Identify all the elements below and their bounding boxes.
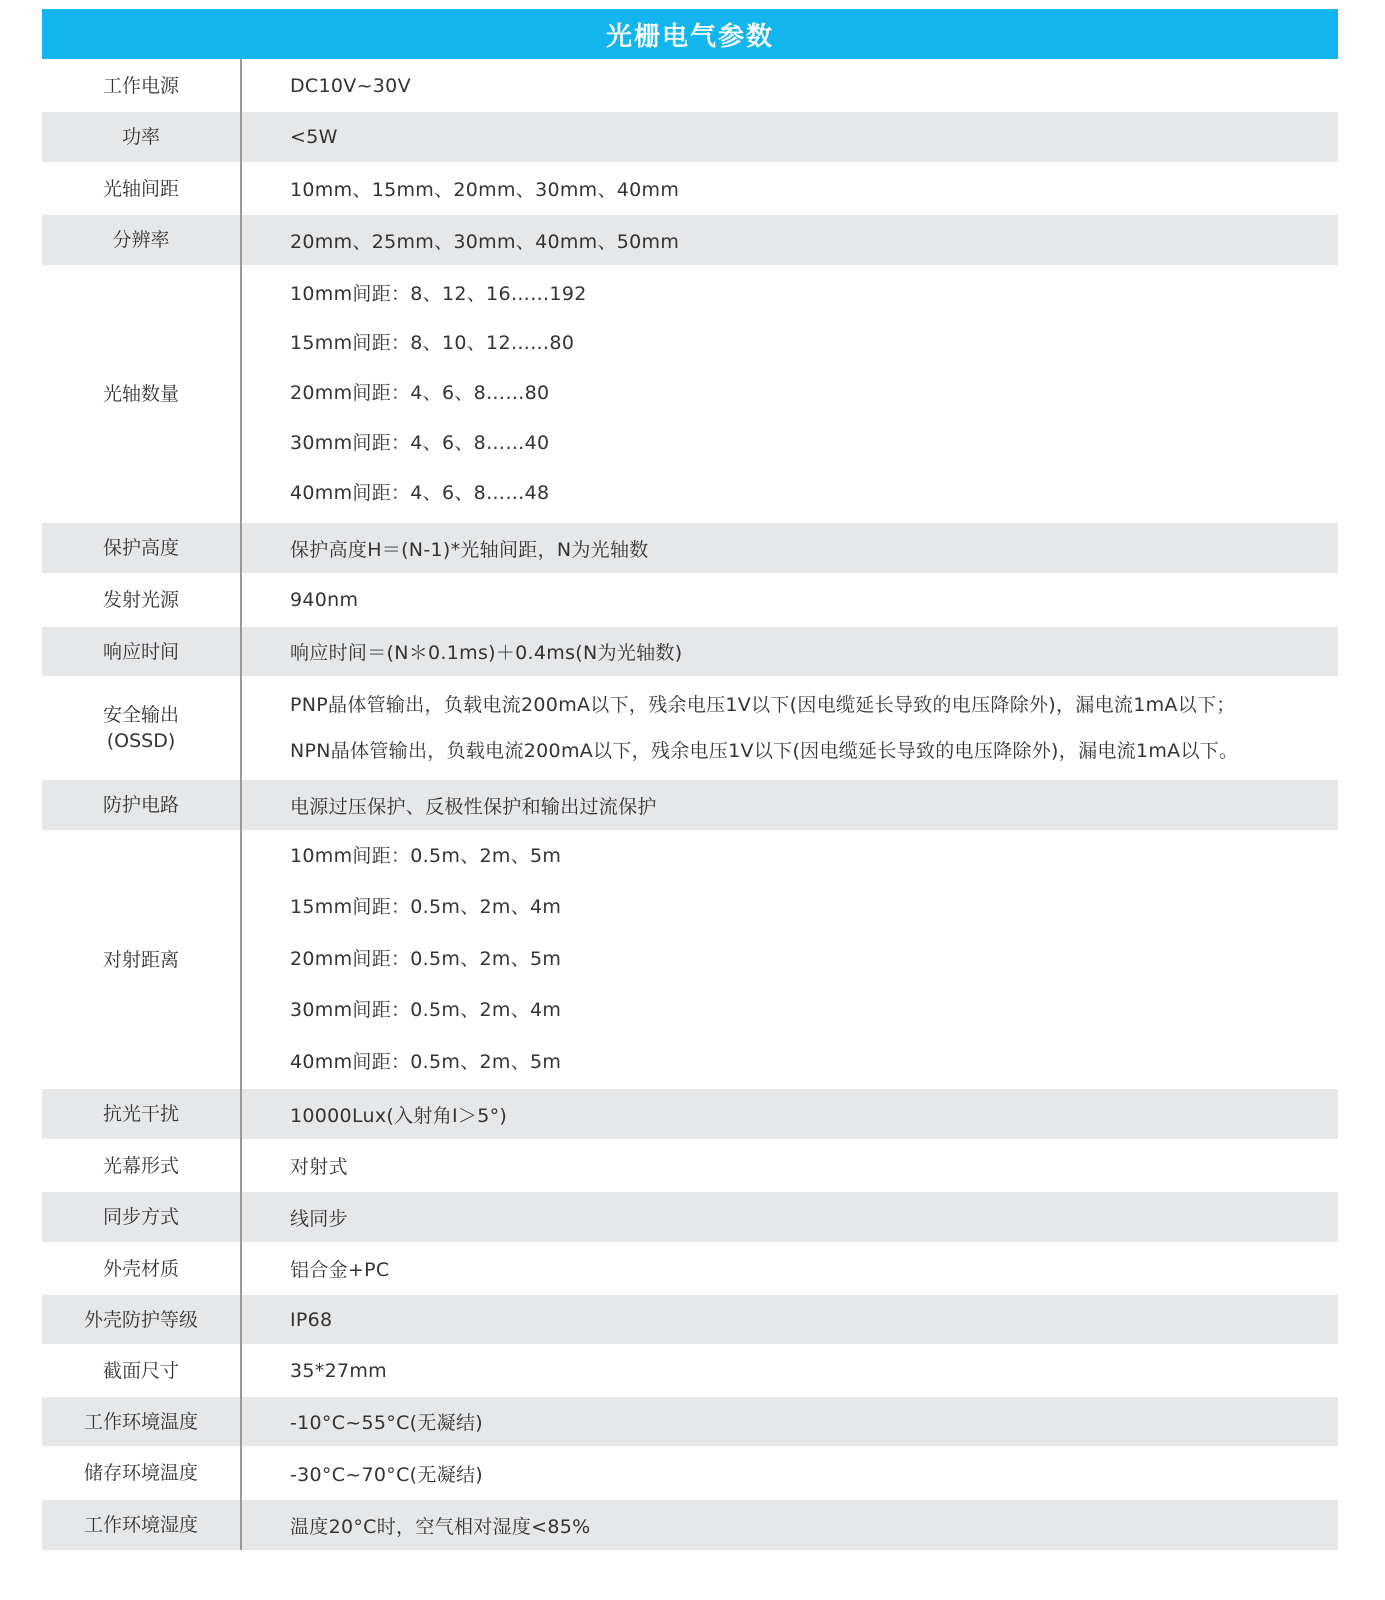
row-value-line: 40mm间距：4、6、8……48	[290, 481, 550, 504]
row-value-line: 20mm间距：4、6、8……80	[290, 382, 550, 405]
table-row	[42, 1397, 1338, 1446]
table-row	[42, 780, 1338, 830]
row-value-line: 温度20°C时，空气相对湿度<85%	[290, 1515, 591, 1538]
row-values	[242, 523, 1338, 573]
row-value-line: 20mm间距：0.5m、2m、5m	[290, 947, 562, 970]
row-values	[242, 1295, 1338, 1344]
row-values	[242, 676, 1338, 780]
table-row	[42, 112, 1338, 162]
table-row	[42, 627, 1338, 676]
row-label: 保护高度	[42, 523, 242, 573]
row-value-line: PNP晶体管输出，负载电流200mA以下，残余电压1V以下(因电缆延长导致的电压降除外)，漏电流1mA以下；	[290, 694, 1236, 716]
row-values	[242, 1397, 1338, 1446]
row-label: 光轴数量	[42, 265, 242, 523]
row-value-line: 40mm间距：0.5m、2m、5m	[290, 1050, 562, 1073]
table-row	[42, 1242, 1338, 1295]
row-value-line: -30°C~70°C(无凝结)	[290, 1463, 483, 1486]
row-value-line: 940nm	[290, 589, 359, 611]
row-label: 光幕形式	[42, 1139, 242, 1192]
row-label: 工作环境温度	[42, 1397, 242, 1446]
row-value-line: NPN晶体管输出，负载电流200mA以下，残余电压1V以下(因电缆延长导致的电压降除外)，漏电流1mA以下。	[290, 740, 1239, 762]
spec-table	[42, 9, 1338, 1550]
row-value-line: DC10V~30V	[290, 74, 411, 97]
table-row	[42, 1500, 1338, 1550]
row-label: 外壳防护等级	[42, 1295, 242, 1344]
row-value-line: 对射式	[290, 1156, 348, 1178]
table-row	[42, 265, 1338, 523]
table-row	[42, 573, 1338, 627]
row-value-line: 10mm、15mm、20mm、30mm、40mm	[290, 179, 680, 201]
table-row	[42, 1192, 1338, 1242]
row-value-line: 10000Lux(入射角I＞5°)	[290, 1104, 508, 1127]
table-row	[42, 1139, 1338, 1192]
row-label: 外壳材质	[42, 1242, 242, 1295]
row-label: 同步方式	[42, 1192, 242, 1242]
row-value-line: 30mm间距：4、6、8……40	[290, 431, 550, 454]
row-label: 截面尺寸	[42, 1344, 242, 1397]
table-row	[42, 830, 1338, 1089]
row-label: 工作环境湿度	[42, 1500, 242, 1550]
row-values	[242, 265, 1338, 523]
row-label: 工作电源	[42, 59, 242, 112]
spec-rows	[42, 59, 1338, 1550]
table-row	[42, 1089, 1338, 1139]
row-label: 对射距离	[42, 830, 242, 1089]
row-values	[242, 1344, 1338, 1397]
row-label: 储存环境温度	[42, 1446, 242, 1500]
row-value-line: 10mm间距：0.5m、2m、5m	[290, 844, 562, 867]
row-value-line: 35*27mm	[290, 1359, 387, 1382]
row-values	[242, 1139, 1338, 1192]
table-row	[42, 1446, 1338, 1500]
row-values	[242, 780, 1338, 830]
row-label: 安全输出 (OSSD)	[42, 676, 242, 780]
table-title: 光栅电气参数	[42, 9, 1338, 59]
row-value-line: 20mm、25mm、30mm、40mm、50mm	[290, 230, 680, 253]
row-label: 抗光干扰	[42, 1089, 242, 1139]
row-values	[242, 1500, 1338, 1550]
table-row	[42, 1344, 1338, 1397]
table-row	[42, 215, 1338, 265]
row-values	[242, 215, 1338, 265]
row-values	[242, 1446, 1338, 1500]
row-values	[242, 627, 1338, 676]
row-value-line: IP68	[290, 1308, 333, 1331]
row-value-line: 保护高度H＝(N-1)*光轴间距，N为光轴数	[290, 538, 649, 561]
table-row	[42, 162, 1338, 215]
row-value-line: 10mm间距：8、12、16……192	[290, 282, 587, 305]
table-row	[42, 523, 1338, 573]
row-values	[242, 830, 1338, 1089]
row-values	[242, 112, 1338, 162]
row-value-line: -10°C~55°C(无凝结)	[290, 1412, 483, 1434]
row-values	[242, 162, 1338, 215]
row-value-line: 线同步	[290, 1207, 348, 1230]
row-values	[242, 573, 1338, 627]
table-row	[42, 676, 1338, 780]
row-label: 光轴间距	[42, 162, 242, 215]
row-label: 发射光源	[42, 573, 242, 627]
row-value-line: 30mm间距：0.5m、2m、4m	[290, 999, 562, 1022]
row-value-line: 响应时间＝(N＊0.1ms)＋0.4ms(N为光轴数)	[290, 642, 683, 664]
row-label: 防护电路	[42, 780, 242, 830]
table-row	[42, 59, 1338, 112]
row-values	[242, 59, 1338, 112]
row-value-line: 15mm间距：0.5m、2m、4m	[290, 896, 562, 919]
row-value-line: 电源过压保护、反极性保护和输出过流保护	[290, 795, 657, 818]
row-value-line: 15mm间距：8、10、12……80	[290, 332, 575, 355]
table-row	[42, 1295, 1338, 1344]
row-values	[242, 1089, 1338, 1139]
row-value-line: <5W	[290, 126, 338, 148]
row-label: 分辨率	[42, 215, 242, 265]
row-values	[242, 1192, 1338, 1242]
row-values	[242, 1242, 1338, 1295]
row-value-line: 铝合金+PC	[290, 1259, 390, 1281]
row-label: 功率	[42, 112, 242, 162]
row-label: 响应时间	[42, 627, 242, 676]
